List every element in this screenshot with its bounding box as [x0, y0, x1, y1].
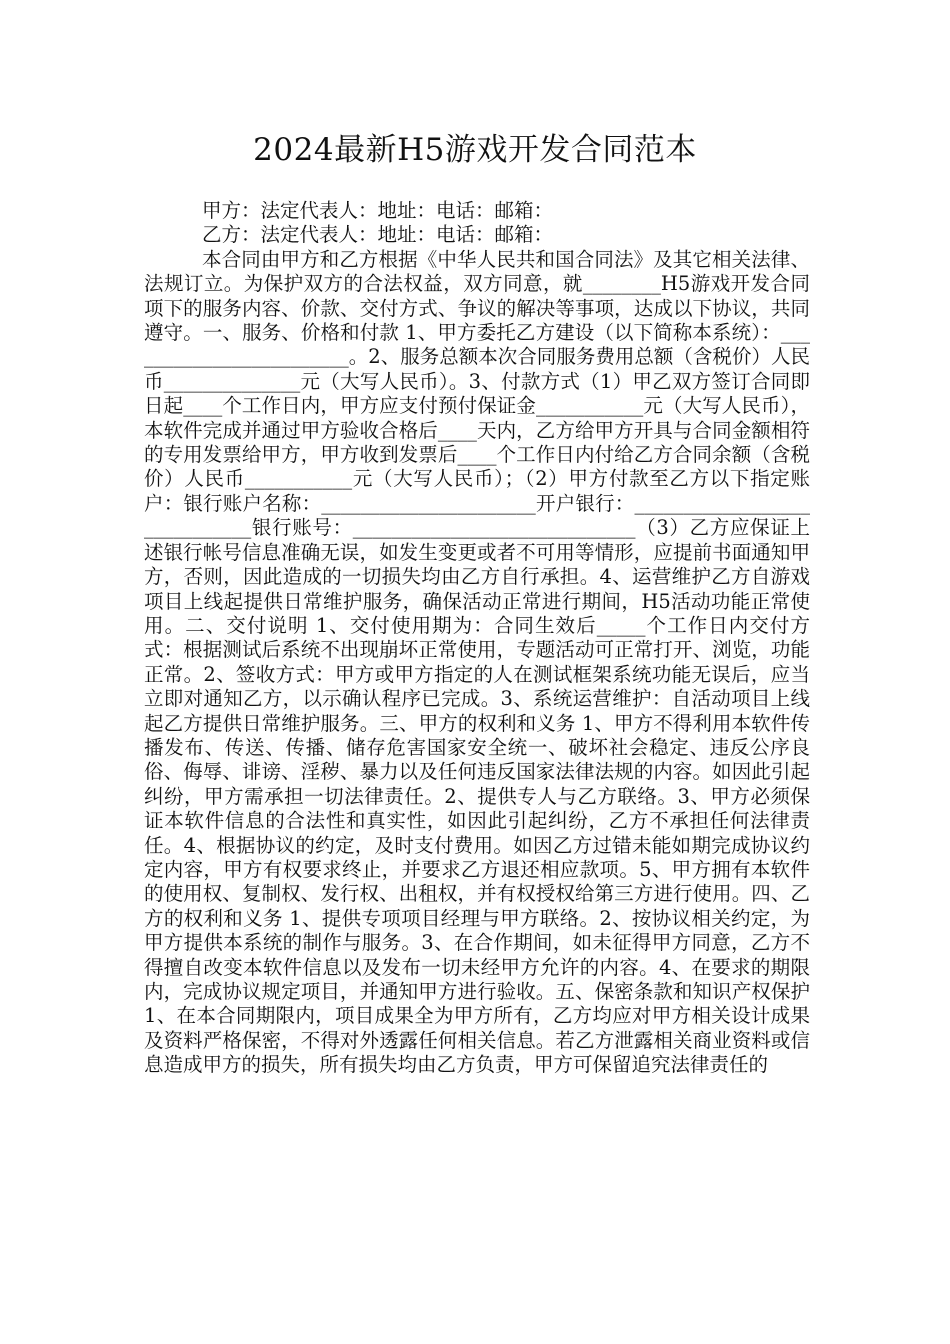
- document-title: 2024最新H5游戏开发合同范本: [253, 132, 697, 168]
- party-b-line: 乙方：法定代表人：地址：电话：邮箱：: [202, 223, 554, 247]
- document-body: [144, 199, 810, 1078]
- contract-body-paragraph: 本合同由甲方和乙方根据《中华人民共和国合同法》及其它相关法律、法规订立。为保护双方的合法权益，双方同意，就________H5游戏开发合同项下的服务内容、价款、交付方式、争议的解决等事项，达成以下协议，共同遵守。一、服务、价格和付款 1、甲方委托乙方建设（以下简称本系统）：________________________。2、服务总额本次合同服务费用总额（含税价）人民币______________元（大写人民币）。3、付款方式（1）甲乙双方签订合同即日起____个工作日内，甲方应支付预付保证金___________元（大写人民币），本软件完成并通过甲方验收合格后____天内，乙方给甲方开具与合同金额相符的专用发票给甲方，甲方收到发票后____个工作日内付给乙方合同余额（含税价）人民币___________元（大写人民币）；（2）甲方付款至乙方以下指定账户：银行账户名称：______________________开户银行：_____________________________银行账号：_____________________________（3）乙方应保证上述银行帐号信息准确无误，如发生变更或者不可用等情形，应提前书面通知甲方，否则，因此造成的一切损失均由乙方自行承担。4、运营维护乙方自游戏项目上线起提供日常维护服务，确保活动正常进行期间，H5活动功能正常使用。二、交付说明 1、交付使用期为：合同生效后_____个工作日内交付方式：根据测试后系统不出现崩坏正常使用，专题活动可正常打开、浏览，功能正常。2、签收方式：甲方或甲方指定的人在测试框架系统功能无误后，应当立即对通知乙方，以示确认程序已完成。3、系统运营维护：自活动项目上线起乙方提供日常维护服务。三、甲方的权利和义务 1、甲方不得利用本软件传播发布、传送、传播、储存危害国家安全统一、破坏社会稳定、违反公序良俗、侮辱、诽谤、淫秽、暴力以及任何违反国家法律法规的内容。如因此引起纠纷，甲方需承担一切法律责任。2、提供专人与乙方联络。3、甲方必须保证本软件信息的合法性和真实性，如因此引起纠纷，乙方不承担任何法律责任。4、根据协议的约定，及时支付费用。如因乙方过错未能如期完成协议约定内容，甲方有权要求终止，并要求乙方退还相应款项。5、甲方拥有本软件的使用权、复制权、发行权、出租权，并有权授权给第三方进行使用。四、乙方的权利和义务 1、提供专项项目经理与甲方联络。2、按协议相关约定，为甲方提供本系统的制作与服务。3、在合作期间，如未征得甲方同意，乙方不得擅自改变本软件信息以及发布一切未经甲方允许的内容。4、在要求的期限内，完成协议规定项目，并通知甲方进行验收。五、保密条款和知识产权保护 1、在本合同期限内，项目成果全为甲方所有，乙方均应对甲方相关设计成果及资料严格保密，不得对外透露任何相关信息。若乙方泄露相关商业资料或信息造成甲方的损失，所有损失均由乙方负责，甲方可保留追究法律责任的: [144, 247, 810, 1077]
- party-a-line: 甲方：法定代表人：地址：电话：邮箱：: [202, 199, 554, 222]
